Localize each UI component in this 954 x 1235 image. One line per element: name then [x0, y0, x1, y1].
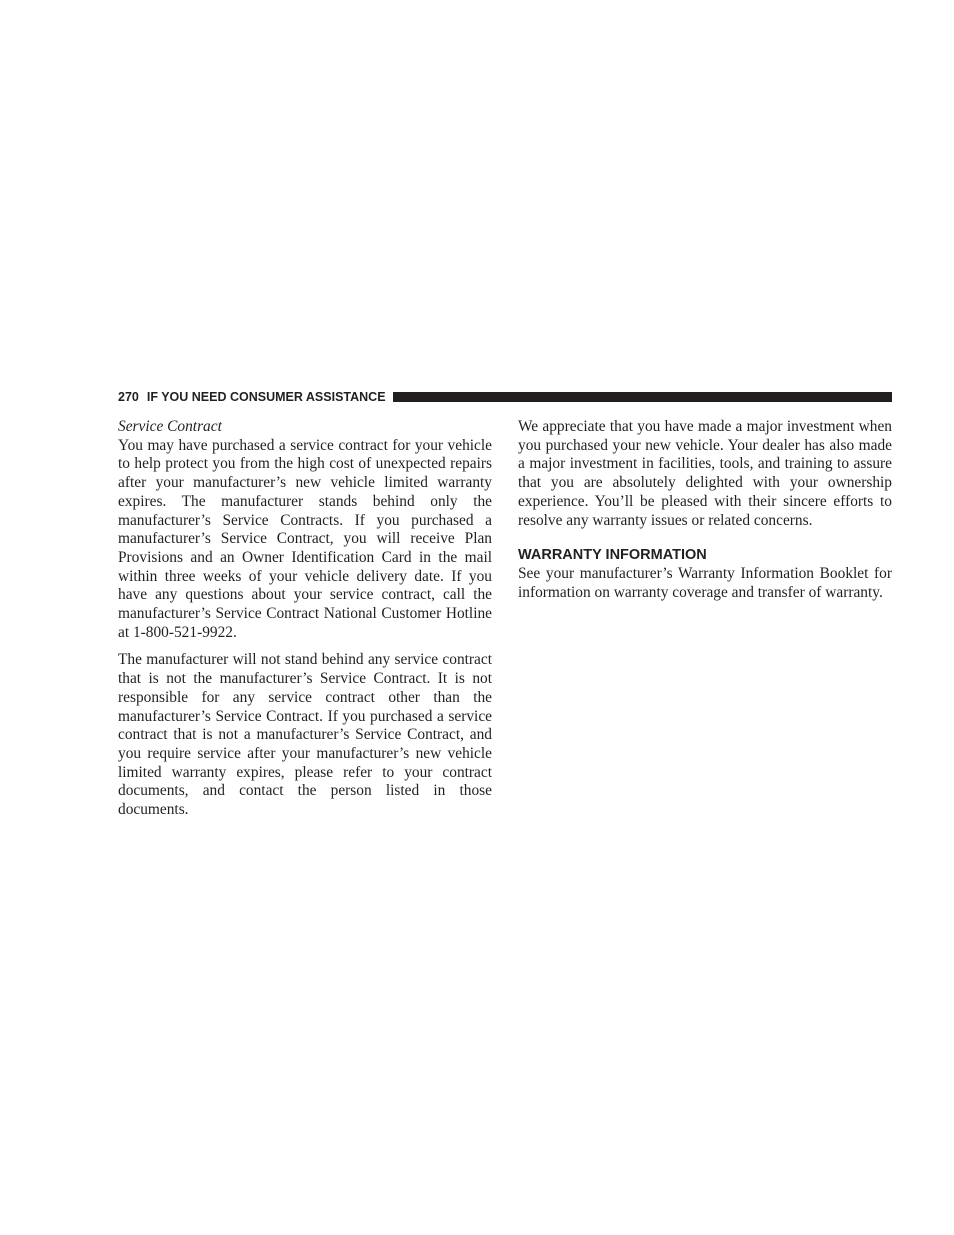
service-contract-paragraph-1: You may have purchased a service contract for your vehicle to help protect you from the high cost of unexpected repairs after your manufacturer’s new vehicle limited warranty expires. The manufacturer stands behind only the manufacturer’s Service Contracts. If you purchased a manufacturer’s Service Contract, you will receive Plan Provisions and an Owner Identification Card in the mail within three weeks of your vehicle delivery date. If you have any questions about your service contract, call the manufacturer’s Service Contract National Customer Hotline at 1-800-521-9922. [118, 436, 492, 641]
left-column [118, 418, 492, 829]
page-header [118, 389, 892, 405]
service-contract-subheading: Service Contract [118, 418, 222, 435]
page-number: 270 [118, 390, 139, 404]
section-title: IF YOU NEED CONSUMER ASSISTANCE [146, 390, 386, 404]
right-column [518, 418, 892, 612]
warranty-information-paragraph: See your manufacturer’s Warranty Information Booklet for information on warranty coverage and transfer of warranty. [518, 565, 892, 601]
service-contract-paragraph-2: The manufacturer will not stand behind any service contract that is not the manufacturer’s Service Contract. It is not responsible for any service contract other than the manufacturer’s Service Contract. If you purchased a service contract that is not a manufacturer’s Service Contract, and you require service after your manufacturer’s new vehicle limited warranty expires, please refer to your contract documents, and contact the person listed in those documents. [118, 651, 492, 819]
header-rule [393, 392, 892, 402]
investment-paragraph: We appreciate that you have made a major investment when you purchased your new vehicle. Your dealer has also made a major investment in facilities, tools, and training to assure that you are absolutely delighted with your ownership experience. You’ll be pleased with their sincere efforts to resolve any warranty issues or related concerns. [518, 418, 892, 529]
warranty-information-heading: WARRANTY INFORMATION [518, 547, 707, 564]
